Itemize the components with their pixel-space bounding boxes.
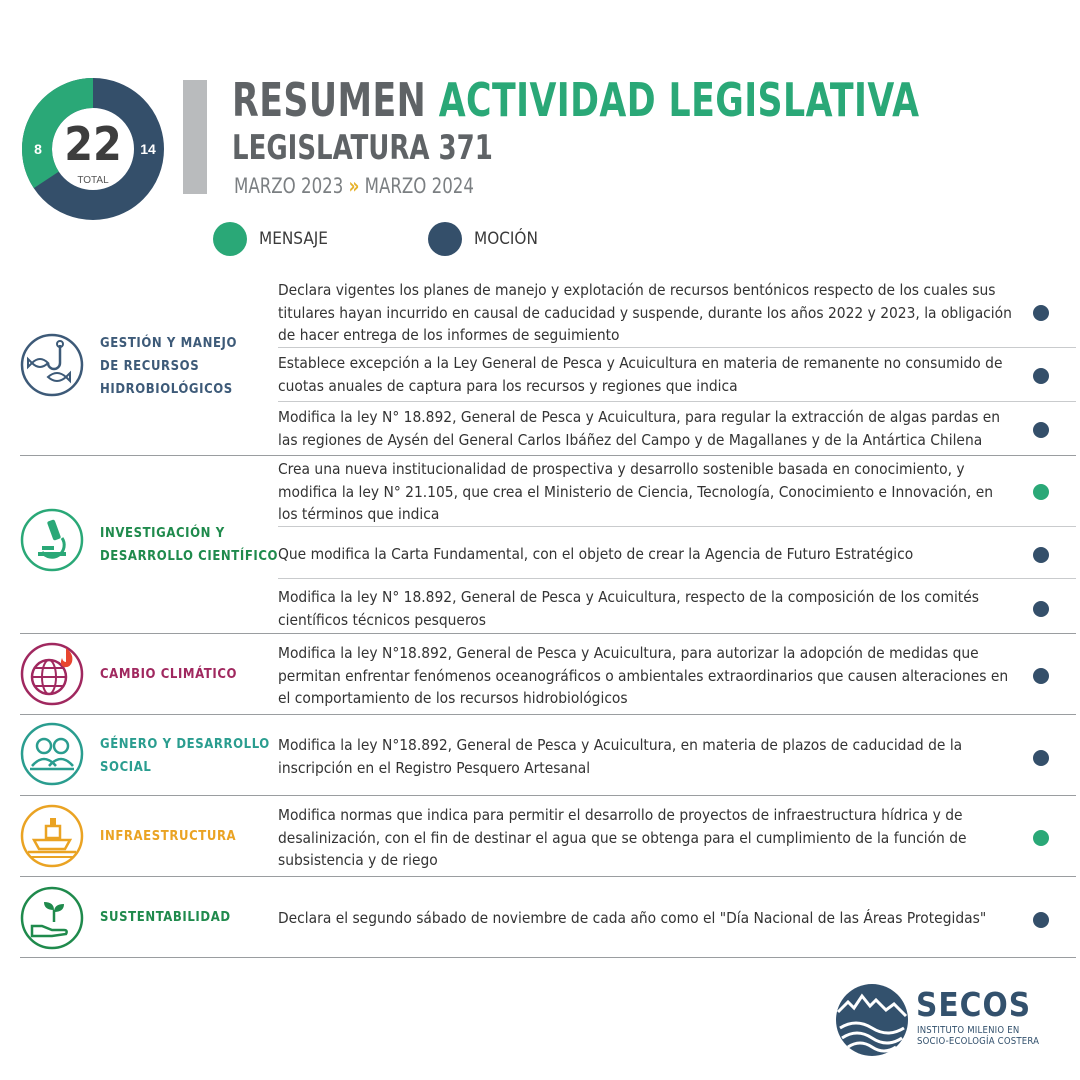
bill-type-dot [1033,830,1049,846]
period-end: MARZO 2024 [364,174,474,198]
fish-hook-icon [20,333,84,397]
page-title [232,72,919,128]
total-donut-chart [22,78,164,220]
category-divider [20,957,1076,958]
bill-text: Declara vigentes los planes de manejo y explotación de recursos bentónicos respecto de los cuales sus titulares hayan incurrido en causal de caducidad y suspende, durante los años 2022 y 2023, la obligación de hacer entrega de los informes de seguimiento [278,281,1012,344]
category-label-genero: GÉNERO Y DESARROLLO SOCIAL [100,737,270,775]
logo-subtitle-2: SOCIO-ECOLOGÍA COSTERA [917,1036,1040,1047]
bill-text: Modifica normas que indica para permitir el desarrollo de proyectos de infraestructura hídrica y de desalinización, con el fin de destinar el agua que se obtenga para el cumplimiento de la función de subsistencia y de riego [278,806,967,869]
bill-type-dot [1033,368,1049,384]
bill-type-dot [1033,547,1049,563]
category-label-investigacion: INVESTIGACIÓN Y DESARROLLO CIENTÍFICO [100,526,279,564]
period-range [234,172,474,200]
bill-text: Modifica la ley N° 18.892, General de Pesca y Acuicultura, respecto de la composición de los comités científicos técnicos pesqueros [278,588,979,629]
bill-type-dot [1033,668,1049,684]
bill-text: Declara el segundo sábado de noviembre de cada año como el "Día Nacional de las Áreas Protegidas" [278,909,987,927]
legend-mensaje-label: MENSAJE [259,229,328,249]
people-icon [20,722,84,786]
legend-mocion-dot [428,222,462,256]
ship-dock-icon [20,804,84,868]
microscope-icon [20,508,84,572]
category-label-cambio: CAMBIO CLIMÁTICO [100,667,238,682]
logo-title: SECOS [916,985,1032,1024]
page-subtitle: LEGISLATURA 371 [232,128,493,168]
bill-text: Establece excepción a la Ley General de Pesca y Acuicultura en materia de remanente no consumido de cuotas anuales de captura para los recursos y regiones que indica [278,354,1003,395]
bill-text: Modifica la ley N°18.892, General de Pesca y Acuicultura, en materia de plazos de caducidad de la inscripción en el Registro Pesquero Artesanal [278,736,963,777]
bill-text: Modifica la ley N°18.892, General de Pesca y Acuicultura, para autorizar la adopción de medidas que permitan enfrentar fenómenos oceanográficos o ambientales extraordinarios que causen alteraciones en el comportamiento de los recursos hidrobiológicos [278,644,1009,707]
row-divider [278,526,1076,527]
bill-type-dot [1033,601,1049,617]
header-accent-bar [183,80,207,194]
bill-type-dot [1033,912,1049,928]
row-divider [278,401,1076,402]
category-divider [20,876,1076,877]
legend-mensaje-dot [213,222,247,256]
period-separator: » [348,174,360,198]
title-part-2: ACTIVIDAD LEGISLATIVA [438,73,920,127]
donut-mocion-count: 14 [140,141,156,157]
bill-type-dot [1033,422,1049,438]
donut-mensaje-count: 8 [34,141,42,157]
bill-type-dot [1033,305,1049,321]
donut-total-number: 22 [64,117,122,171]
bill-text: Modifica la ley N° 18.892, General de Pesca y Acuicultura, para regular la extracción de algas pardas en las regiones de Aysén del General Carlos Ibáñez del Campo y de Magallanes y de la Antártica Chilena [278,408,1001,449]
bill-text: Que modifica la Carta Fundamental, con el objeto de crear la Agencia de Futuro Estratégico [278,545,914,563]
bill-type-dot [1033,750,1049,766]
category-divider [20,633,1076,634]
donut-total-label: TOTAL [77,175,109,186]
category-label-gestion: GESTIÓN Y MANEJO DE RECURSOS HIDROBIOLÓGICOS [100,336,238,397]
category-label-sustentabilidad: SUSTENTABILIDAD [100,910,231,925]
bill-type-dot [1033,484,1049,500]
category-divider [20,455,1076,456]
logo-subtitle-1: INSTITUTO MILENIO EN [917,1025,1020,1036]
secos-logo-mark [834,982,910,1058]
period-start: MARZO 2023 [234,174,344,198]
row-divider [278,578,1076,579]
burning-globe-icon [20,642,84,706]
category-label-infraestructura: INFRAESTRUCTURA [100,829,237,844]
hand-plant-icon [20,886,84,950]
category-divider [20,714,1076,715]
bill-text: Crea una nueva institucionalidad de prospectiva y desarrollo sostenible basada en conocimiento, y modifica la ley N° 21.105, que crea el Ministerio de Ciencia, Tecnología, Conocimiento e Innovación, en los términos que indica [278,460,994,523]
legend-mocion-label: MOCIÓN [474,229,538,249]
category-divider [20,795,1076,796]
title-part-1: RESUMEN [232,73,427,127]
row-divider [278,347,1076,348]
